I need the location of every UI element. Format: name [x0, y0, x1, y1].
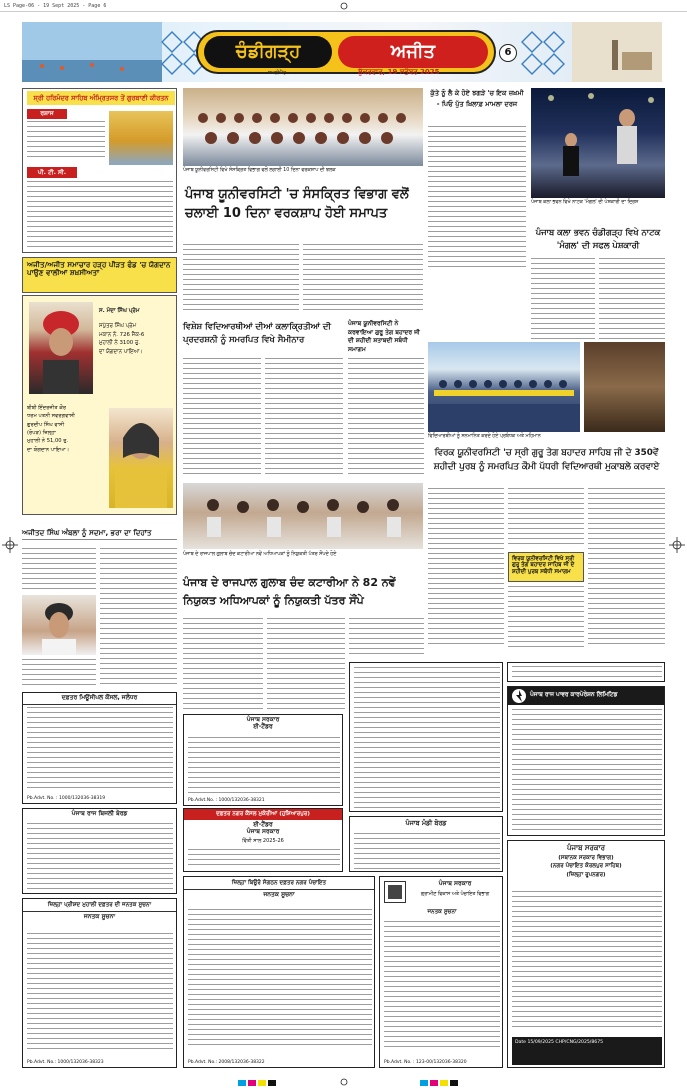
notice-nagar-panchayat-title: ਜ਼ਿਲ੍ਹਾ ਬਿਊਰੋ ਸੰਗਠਨ ਦਫ਼ਤਰ ਨਗਰ ਪੰਚਾਇਤ [184, 877, 374, 890]
notice-mukerian-title: ਦਫ਼ਤਰ ਨਗਰ ਕੌਂਸਲ ਮੁਕੇਰੀਆਂ (ਹੁਸ਼ਿਆਰਪੁਰ) [184, 809, 342, 820]
edition-label: ਸਪਲੀਮੈਂਟ [268, 70, 286, 76]
notice-rural-dev-adv-no: Pb.Advt. No. : 123-00/132036-38320 [384, 1060, 467, 1065]
print-slug: LS Page-06 - 19 Sept 2025 - Page 6 [4, 3, 107, 9]
notice-jalandhar-title: ਦਫ਼ਤਰ ਮਿਊਂਸੀਪਲ ਕੌਂਸਲ, ਜਲੰਧਰ [23, 693, 176, 705]
stage-photo-caption: ਪੰਜਾਬ ਕਲਾ ਭਵਨ ਵਿਖੇ ਨਾਟਕ 'ਮੰਗਲ' ਦੀ ਪੇਸ਼ਕਾਰੀ ਦਾ ਦ੍ਰਿਸ਼ [531, 200, 639, 205]
masthead-city-name: ਚੰਡੀਗੜ੍ਹ [204, 36, 332, 68]
page-number: 6 [499, 44, 517, 62]
guru-highlight-text: ਵਿਰਕ ਯੂਨੀਵਰਸਿਟੀ ਵਿਖੇ ਸ੍ਰੀ ਗੁਰੂ ਤੇਗ ਬਹਾਦਰ ਸਾਹਿਬ ਜੀ ਦੇ ਸ਼ਹੀਦੀ ਪੁਰਬ ਸਬੰਧੀ ਸਮਾਗਮ [512, 556, 575, 575]
notice-zila-parishad-title: ਜ਼ਿਲ੍ਹਾ ਪ੍ਰੀਸ਼ਦ ਮੁਹਾਲੀ ਦਫ਼ਤਰ ਦੀ ਜਨਤਕ ਸੂਚਨਾ [23, 899, 176, 912]
notice-nagar-panchayat-subtitle: ਜਨਤਕ ਸੂਚਨਾ [263, 891, 295, 899]
sanskrit-headline: ਪੰਜਾਬ ਯੂਨੀਵਰਸਿਟੀ 'ਚ ਸੰਸਕ੍ਰਿਤ ਵਿਭਾਗ ਵਲੋਂ ਚਲਾਈ 10 ਦਿਨਾ ਵਰਕਸ਼ਾਪ ਹੋਈ ਸਮਾਪਤ [185, 187, 409, 221]
flood-fund-title: ਅਜੀਤ/ਅਜੀਤ ਸਮਾਚਾਰ ਹੜ੍ਹ ਪੀੜਤ ਫੰਡ 'ਚ ਯੋਗਦਾਨ ਪਾਉਣ ਵਾਲੀਆਂ ਸ਼ਖ਼ਸੀਅਤਾਂ [27, 260, 171, 278]
notice-mandi-board-title: ਪੰਜਾਬ ਮੰਡੀ ਬੋਰਡ [405, 819, 447, 827]
notice-jalandhar-adv-no: Pb.Advt. No. : 1000/132036-38319 [27, 796, 106, 801]
group-photo-caption: ਵਿਦਿਆਰਥੀਆਂ ਨੂੰ ਸਨਮਾਨਿਤ ਕਰਦੇ ਹੋਏ ਪ੍ਰਬੰਧਕ ਅਤੇ ਮਹਿਮਾਨ [428, 434, 541, 439]
art-exhibition-headline: ਵਿਸ਼ੇਸ਼ ਵਿਦਿਆਰਥੀਆਂ ਦੀਆਂ ਕਲਾਕ੍ਰਿਤੀਆਂ ਦੀ ਪ੍ਰਦਰਸ਼ਨੀ ਨੂੰ ਸਮਰਪਿਤ ਵਿਖੇ ਸੈਮੀਨਾਰ [183, 321, 331, 344]
notice-pspcl-title: ਪੰਜਾਬ ਰਾਜ ਪਾਵਰ ਕਾਰਪੋਰੇਸ਼ਨ ਲਿਮਿਟਿਡ [530, 692, 618, 698]
obituary-headline: ਅਜੀਤਦ ਸਿੰਘ ਅੰਬਲਾ ਨੂੰ ਸਦਮਾ, ਭਰਾ ਦਾ ਦਿਹਾਂਤ [22, 528, 177, 540]
dog-dispute-headline: ਕੁੱਤੇ ਨੂੰ ਲੈ ਕੇ ਹੋਏ ਝਗੜੇ 'ਚ ਇਕ ਜ਼ਖ਼ਮੀ - ਪਿਓ ਪੁੱਤ ਖ਼ਿਲਾਫ਼ ਮਾਮਲਾ ਦਰਜ [430, 89, 524, 108]
gurbani-label-2: ਪੀ. ਟੀ. ਸੀ. [27, 167, 77, 178]
gurbani-label-1: ਰਸ਼ਾਜ [27, 109, 67, 119]
donor-2-text: ਬੀਬੀ ਇੰਦਰਜੀਤ ਕੌਰ ਧਰਮ ਪਤਨੀ ਸਵਰਗਵਾਸੀ ਗੁਰਦੀਪ ਸਿੰਘ ਵਾਸੀ (ਰੋਪੜ) ਜ਼ਿਲ੍ਹਾ ਮੁਹਾਲੀ ਨੇ 51,00 ਰੁ. ਦਾ ਯੋਗਦਾਨ ਪਾਇਆ। [27, 405, 75, 453]
uni-event-headline: ਪੰਜਾਬ ਯੂਨੀਵਰਸਿਟੀ ਨੇ ਕਰਵਾਇਆ ਗੁਰੂ ਤੇਗ ਬਹਾਦਰ ਜੀ ਦੀ ਸ਼ਹੀਦੀ ਸ਼ਤਾਬਦੀ ਸਬੰਧੀ ਸਮਾਗਮ [348, 320, 420, 354]
donor-1-name: ਸ. ਮੋਦਾ ਸਿੰਘ ਪ੍ਰੇਮ [99, 308, 140, 314]
notice-mukerian-etender: ਈ-ਟੈਂਡਰ ਪੰਜਾਬ ਸਰਕਾਰ [246, 821, 280, 835]
notice-zila-adv-no: Pb.Advt. No.: 1000/132036-38323 [27, 1060, 104, 1065]
notice-rural-dev-heading: ਜਨਤਕ ਸੂਚਨਾ [427, 909, 457, 915]
sanskrit-photo-caption: ਪੰਜਾਬ ਯੂਨੀਵਰਸਿਟੀ ਵਿਖੇ ਸੰਸਕ੍ਰਿਤ ਵਿਭਾਗ ਵਲੋਂ ਲਗਾਈ 10 ਦਿਨਾ ਵਰਕਸ਼ਾਪ ਦੀ ਝਲਕ [183, 168, 336, 173]
notice-nagar-panchayat-adv-no: Pb.Advt. No.: 2008/132036-38322 [188, 1060, 265, 1065]
masthead-paper-name: ਅਜੀਤ [338, 36, 488, 68]
notice-etender-top-adv-no: Pb.Advt.No. : 1000/132036-38321 [188, 798, 265, 803]
notice-zila-parishad-subtitle: ਜਨਤਕ ਸੂਚਨਾ [83, 913, 116, 921]
guru-tegh-bahadur-headline: ਵਿਰਕ ਯੂਨੀਵਰਸਿਟੀ 'ਚ ਸ੍ਰੀ ਗੁਰੂ ਤੇਗ ਬਹਾਦਰ ਸਾਹਿਬ ਜੀ ਦੇ 350ਵੇਂ ਸ਼ਹੀਦੀ ਪੁਰਬ ਨੂੰ ਸਮਰਪਿਤ ਕੌਮੀ ਪੱਧਰੀ ਵਿਦਿਆਰਥੀ ਮੁਕਾਬਲੇ ਕਰਵਾਏ [433, 448, 660, 473]
gurbani-title: ਸ੍ਰੀ ਹਰਿਮੰਦਰ ਸਾਹਿਬ ਅੰਮ੍ਰਿਤਸਰ ਤੋਂ ਗੁਰਬਾਣੀ ਕੀਰਤਨ [27, 91, 175, 105]
governor-photo-caption: ਪੰਜਾਬ ਦੇ ਰਾਜਪਾਲ ਗੁਲਾਬ ਚੰਦ ਕਟਾਰੀਆ ਨਵੇਂ ਅਧਿਆਪਕਾਂ ਨੂੰ ਨਿਯੁਕਤੀ ਪੱਤਰ ਸੌਂਪਦੇ ਹੋਏ [183, 552, 337, 557]
notice-kiratpur-subtitle: (ਸਥਾਨਕ ਸਰਕਾਰ ਵਿਭਾਗ) (ਨਗਰ ਪੰਚਾਇਤ ਕੋਰਲਪੁਰ ਸਾਹਿਬ) (ਜ਼ਿਲ੍ਹਾ ਰੂਪਨਗਰ) [550, 855, 622, 878]
notice-etender-top-title: ਪੰਜਾਬ ਸਰਕਾਰ ਈ-ਟੈਂਡਰ [246, 716, 280, 730]
notice-rural-dev-subtitle: ਗ੍ਰਾਮੀਣ ਵਿਕਾਸ ਅਤੇ ਪੰਚਾਇਤ ਵਿਭਾਗ [420, 892, 490, 897]
notice-mukerian-year: ਵਿੱਤੀ ਸਾਲ 2025-26 [242, 837, 284, 844]
drama-headline: ਪੰਜਾਬ ਕਲਾ ਭਵਨ ਚੰਡੀਗੜ੍ਹ ਵਿਖੇ ਨਾਟਕ 'ਮੰਗਲ' ਦੀ ਸਫਲ ਪੇਸ਼ਕਾਰੀ [535, 227, 661, 251]
notice-rural-dev-title: ਪੰਜਾਬ ਸਰਕਾਰ [438, 880, 472, 887]
dateline: ਸ਼ੁੱਕਰਵਾਰ, 19 ਸਤੰਬਰ 2025 [358, 68, 440, 76]
donor-1-text: ਸਪੁੱਤਰ ਸਿੰਘ ਪ੍ਰੇਮ ਮਕਾਨ ਨੰ. 726 ਸੈਕ-6 ਮੁਹਾਲੀ ਨੇ 3100 ਰੁ. ਦਾ ਯੋਗਦਾਨ ਪਾਇਆ। [99, 323, 145, 355]
notice-kiratpur-title: ਪੰਜਾਬ ਸਰਕਾਰ [566, 844, 605, 852]
notice-kiratpur-footer-text: Date 15/09/2025 CHP/CNG/2025/8675 [515, 1040, 604, 1045]
governor-headline: ਪੰਜਾਬ ਦੇ ਰਾਜਪਾਲ ਗੁਲਾਬ ਚੰਦ ਕਟਾਰੀਆ ਨੇ 82 ਨਵੇਂ ਨਿਯੁਕਤ ਅਧਿਆਪਕਾਂ ਨੂੰ ਨਿਯੁਕਤੀ ਪੱਤਰ ਸੌਂਪੇ [183, 576, 396, 607]
notice-power-board-title: ਪੰਜਾਬ ਰਾਜ ਬਿਜਲੀ ਬੋਰਡ [71, 810, 128, 817]
